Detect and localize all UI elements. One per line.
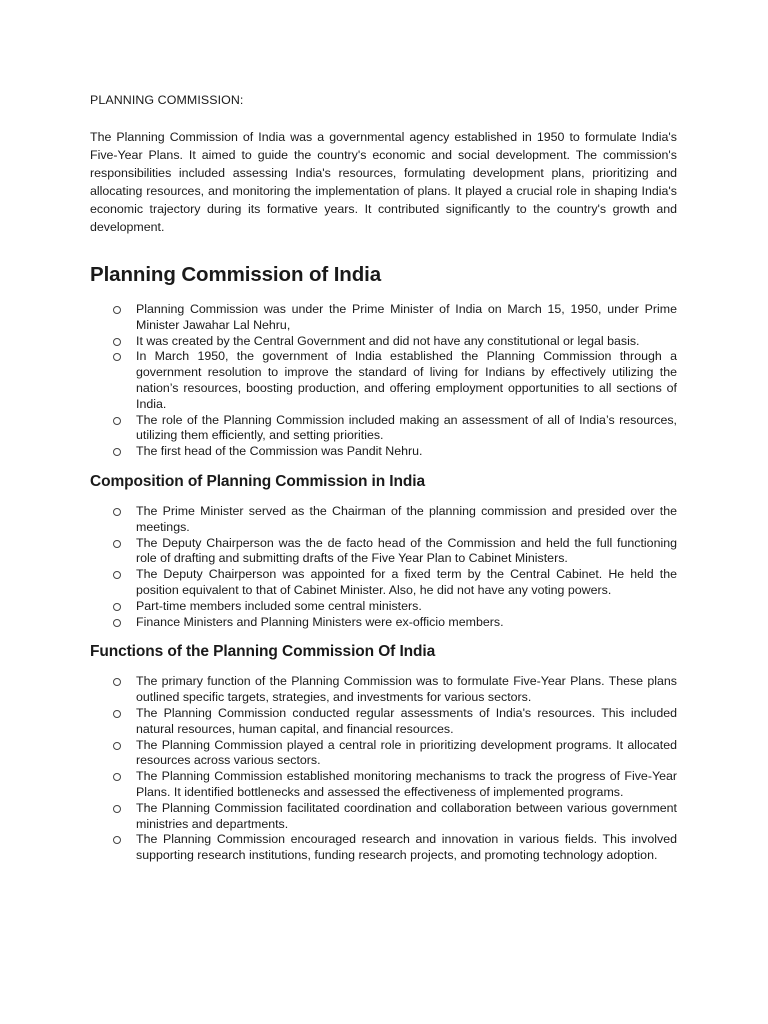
section-title-composition: Composition of Planning Commission in India [90, 472, 425, 490]
circle-bullet-icon [113, 773, 121, 781]
circle-bullet-icon [113, 710, 121, 718]
list-item-text: The first head of the Commission was Pandit Nehru. [136, 444, 423, 459]
circle-bullet-icon [113, 742, 121, 750]
list-item [136, 801, 677, 833]
circle-bullet-icon [113, 603, 121, 611]
list-item [136, 599, 677, 615]
document-label: PLANNING COMMISSION: [90, 93, 244, 107]
list-item [136, 738, 677, 770]
document-page [90, 92, 677, 864]
list-item [136, 567, 677, 599]
list-item [136, 334, 677, 350]
list-item [136, 832, 677, 864]
section-title-functions: Functions of the Planning Commission Of India [90, 643, 436, 661]
circle-bullet-icon [113, 508, 121, 516]
list-item-text: The Prime Minister served as the Chairman of the planning commission and presided over the meetings. [136, 503, 677, 534]
list-item-text: The Planning Commission played a central role in prioritizing development programs. It allocated resources across various sectors. [136, 737, 677, 768]
list-item-text: The Deputy Chairperson was appointed for a fixed term by the Central Cabinet. He held the position equivalent to that of Cabinet Minister. Also, he did not have any voting powers. [136, 567, 677, 597]
list-item [136, 444, 677, 460]
bullet-list-functions [90, 674, 677, 864]
circle-bullet-icon [113, 540, 121, 548]
list-item-text: The role of the Planning Commission included making an assessment of all of India’s resources, utilizing them efficiently, and setting priorities. [136, 412, 677, 443]
list-item [136, 302, 677, 334]
list-item-text: The primary function of the Planning Commission was to formulate Five-Year Plans. These plans outlined specific targets, strategies, and investments for various sectors. [136, 674, 677, 705]
list-item-text: The Planning Commission conducted regular assessments of India's resources. This included natural resources, human capital, and financial resources. [136, 705, 677, 736]
circle-bullet-icon [113, 417, 121, 425]
list-item [136, 674, 677, 706]
list-item [136, 615, 677, 631]
circle-bullet-icon [113, 448, 121, 456]
bullet-list-planning-commission [90, 302, 677, 460]
list-item-text: Planning Commission was under the Prime Minister of India on March 15, 1950, under Prime Minister Jawahar Lal Nehru, [136, 302, 677, 332]
list-item-text: Finance Ministers and Planning Ministers were ex-officio members. [136, 614, 504, 629]
circle-bullet-icon [113, 571, 121, 579]
circle-bullet-icon [113, 338, 121, 346]
list-item-text: The Planning Commission established monitoring mechanisms to track the progress of Five-Year Plans. It identified bottlenecks and assessed the effectiveness of implemented programs. [136, 769, 677, 799]
list-item-text: The Deputy Chairperson was the de facto head of the Commission and held the full functioning role of drafting and submitting drafts of the Five Year Plan to Cabinet Ministers. [136, 535, 677, 566]
intro-paragraph: The Planning Commission of India was a governmental agency established in 1950 to formulate India's Five-Year Plans. It aimed to guide the country's economic and social development. The commission's responsibilities included assessing India's resources, formulating development plans, prioritizing and allocating resources, and monitoring the implementation of plans. It played a crucial role in shaping India's economic trajectory during its formative years. It contributed significantly to the country's growth and development. [90, 130, 677, 234]
list-item [136, 769, 677, 801]
list-item [136, 706, 677, 738]
list-item [136, 536, 677, 568]
circle-bullet-icon [113, 306, 121, 314]
list-item [136, 349, 677, 412]
circle-bullet-icon [113, 619, 121, 627]
list-item [136, 413, 677, 445]
circle-bullet-icon [113, 353, 121, 361]
circle-bullet-icon [113, 805, 121, 813]
list-item-text: In March 1950, the government of India established the Planning Commission through a government resolution to improve the standard of living for Indians by effectively utilizing the nation’s resources, boosting production, and offering employment opportunities to all sections of India. [136, 349, 677, 411]
list-item-text: It was created by the Central Government and did not have any constitutional or legal basis. [136, 333, 640, 348]
circle-bullet-icon [113, 678, 121, 686]
bullet-list-composition [90, 504, 677, 630]
section-title-planning-commission: Planning Commission of India [90, 263, 382, 286]
list-item-text: Part-time members included some central ministers. [136, 598, 422, 613]
list-item [136, 504, 677, 536]
list-item-text: The Planning Commission encouraged research and innovation in various fields. This involved supporting research institutions, funding research projects, and promoting technology adoption. [136, 832, 677, 863]
list-item-text: The Planning Commission facilitated coordination and collaboration between various government ministries and departments. [136, 800, 677, 831]
circle-bullet-icon [113, 836, 121, 844]
